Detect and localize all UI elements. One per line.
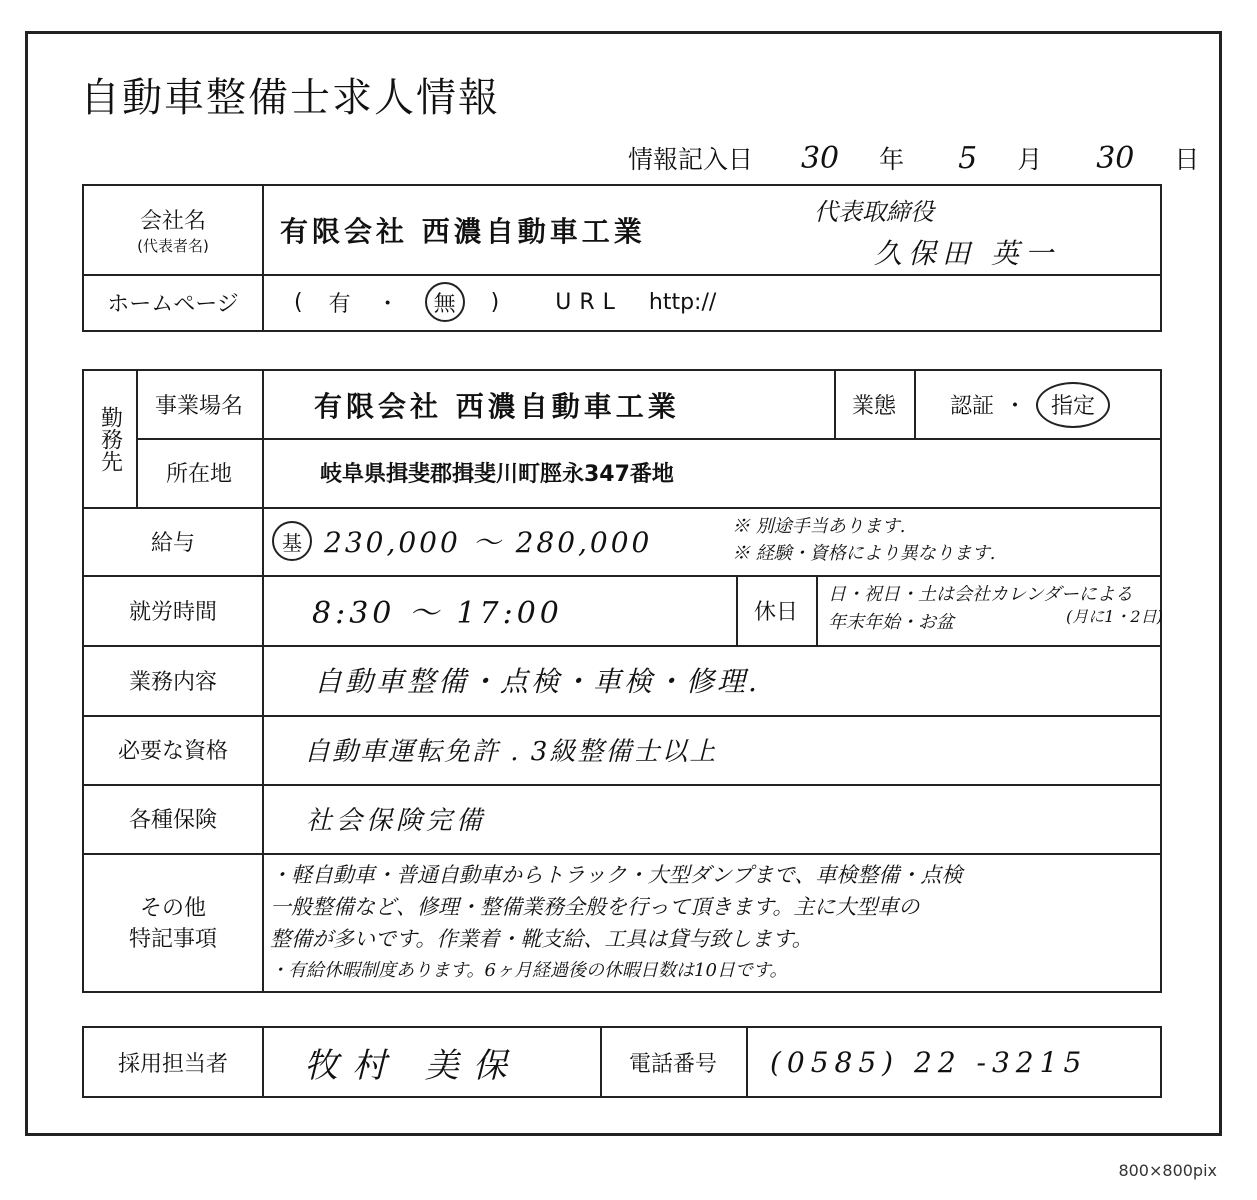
entry-date-row: [628, 140, 1205, 176]
holiday-value: [828, 581, 1163, 637]
rep-name: 久保田 英一: [874, 237, 1059, 270]
entry-date-month: 5: [958, 141, 978, 176]
homepage-open-paren: (: [294, 289, 303, 315]
phone-value: (0585) 22 -3215: [770, 1045, 1088, 1079]
workplace-name-label: 事業場名: [154, 394, 243, 419]
duties-value: 自動車整備・点検・車検・修理.: [314, 665, 760, 698]
business-type-opt1: 認証: [950, 394, 995, 419]
image-size-note: 800×800pix: [1118, 1161, 1217, 1180]
homepage-options: [294, 274, 716, 330]
company-label: 会社名: [139, 209, 206, 234]
entry-date-year: 30: [800, 141, 840, 176]
business-type-opt2: 指定: [1036, 382, 1110, 428]
recruiter-label: 採用担当者: [117, 1051, 228, 1077]
other-label-cell: [84, 853, 262, 991]
workplace-section-label: 勤務先: [97, 406, 123, 472]
qualifications-value: 自動車運転免許 . 3級整備士以上: [304, 737, 718, 767]
company-sublabel: (代表者名): [137, 237, 209, 255]
homepage-opt-no: 無: [425, 282, 465, 322]
salary-note-1: ※ 別途手当あります.: [732, 516, 906, 537]
other-notes: [270, 859, 962, 987]
hours-label: 就労時間: [128, 599, 217, 625]
business-type-label: 業態: [851, 394, 896, 419]
holiday-line-2: 年末年始・お盆: [828, 612, 954, 633]
duties-label: 業務内容: [128, 669, 217, 695]
company-name: 有限会社 西濃自動車工業: [280, 215, 646, 248]
insurance-label: 各種保険: [128, 808, 217, 833]
url-label: URL: [555, 289, 623, 315]
other-line: ・有給休暇制度あります。6ヶ月経過後の休暇日数は10日です。: [270, 960, 788, 981]
salary-notes: [732, 513, 995, 567]
url-value: http://: [648, 289, 717, 315]
workplace-name: 有限会社 西濃自動車工業: [314, 389, 680, 423]
company-name-cell: [280, 186, 646, 274]
other-label-1: その他: [139, 896, 206, 921]
entry-date-day: 30: [1096, 141, 1135, 176]
salary-cell: [272, 507, 652, 575]
holiday-line-1: 日・祝日・土は会社カレンダーによる: [828, 584, 1133, 605]
homepage-dot: ・: [376, 291, 399, 317]
homepage-label: ホームページ: [107, 291, 239, 317]
job-details-box: [82, 369, 1162, 993]
hours-value: 8:30 ～ 17:00: [312, 596, 563, 631]
company-box: [82, 184, 1162, 332]
basic-salary-mark: 基: [272, 521, 312, 561]
workplace-name-cell: [314, 371, 680, 438]
other-line: ・軽自動車・普通自動車からトラック・大型ダンプまで、車検整備・点検: [270, 863, 963, 887]
entry-date-label: 情報記入日: [628, 145, 754, 174]
other-label-2: 特記事項: [128, 927, 217, 952]
other-line: 整備が多いです。作業着・靴支給、工具は貸与致します。: [270, 927, 813, 951]
salary-note-2: ※ 経験・資格により異なります.: [732, 543, 996, 564]
company-label-cell: [84, 186, 262, 274]
holiday-label: 休日: [753, 599, 798, 625]
year-unit: 年: [879, 145, 905, 174]
phone-label: 電話番号: [628, 1051, 717, 1077]
homepage-close-paren: ): [490, 289, 500, 315]
address-label: 所在地: [165, 462, 232, 487]
month-unit: 月: [1017, 145, 1043, 174]
other-line: 一般整備など、修理・整備業務全般を行って頂きます。主に大型車の: [270, 895, 920, 919]
holiday-line-1-note: (月に1・2日): [1066, 607, 1163, 626]
salary-amount: 230,000 ～ 280,000: [324, 526, 653, 559]
recruiter-name: 牧村 美保: [304, 1045, 521, 1086]
qualifications-label: 必要な資格: [117, 739, 228, 764]
form-title: 自動車整備士求人情報: [80, 75, 500, 121]
address: 岐阜県揖斐郡揖斐川町脛永347番地: [320, 462, 674, 487]
rep-title: 代表取締役: [814, 198, 934, 226]
salary-label: 給与: [150, 530, 195, 556]
homepage-opt-yes: 有: [328, 291, 351, 317]
contact-box: [82, 1026, 1162, 1098]
business-type-dot: ・: [1004, 394, 1027, 419]
day-unit: 日: [1174, 145, 1200, 174]
insurance-value: 社会保険完備: [306, 806, 487, 836]
business-type-options: [950, 371, 1110, 438]
